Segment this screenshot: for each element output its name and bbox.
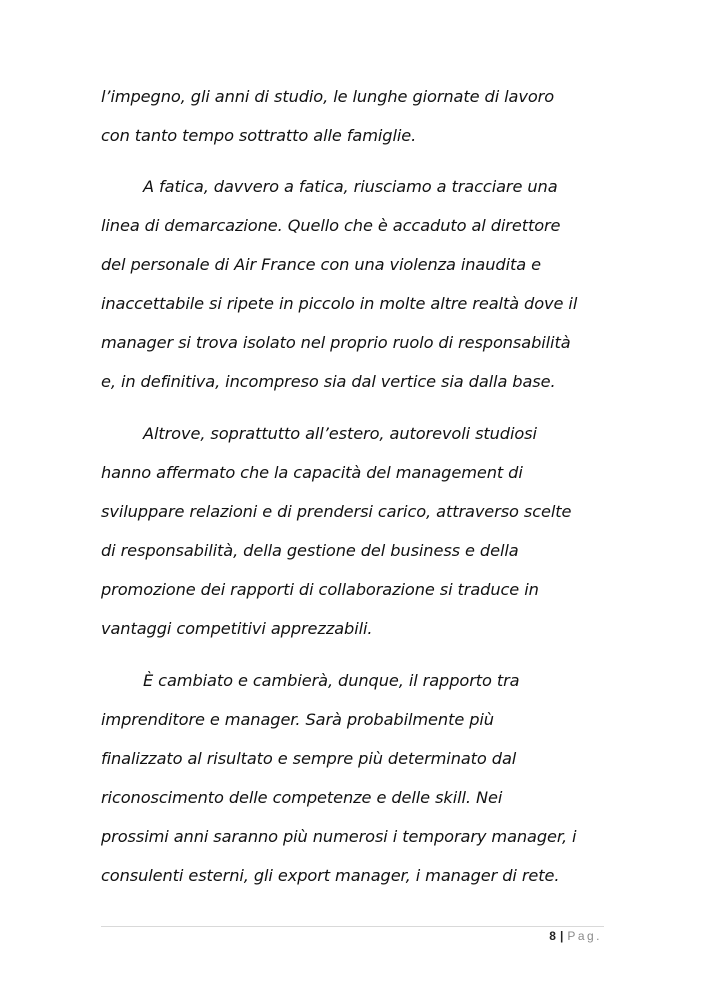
text-line: con tanto tempo sottratto alle famiglie. [101, 126, 417, 145]
text-line: di responsabilità, della gestione del business e della [101, 541, 519, 560]
paragraph-first-line: A fatica, davvero a fatica, riusciamo a tracciare una [143, 177, 558, 196]
text-line: inaccettabile si ripete in piccolo in molte altre realtà dove il [101, 294, 578, 313]
text-line: hanno affermato che la capacità del management di [101, 463, 523, 482]
text-line: linea di demarcazione. Quello che è accaduto al direttore [101, 216, 561, 235]
paragraph-first-line: È cambiato e cambierà, dunque, il rapporto tra [143, 671, 520, 690]
footer-separator: | [559, 929, 564, 943]
text-line: vantaggi competitivi apprezzabili. [101, 619, 373, 638]
text-line: riconoscimento delle competenze e delle skill. Nei [101, 788, 503, 807]
text-line: consulenti esterni, gli export manager, i manager di rete. [101, 866, 560, 885]
text-line: del personale di Air France con una violenza inaudita e [101, 255, 541, 274]
text-line: l’impegno, gli anni di studio, le lunghe giornate di lavoro [101, 87, 554, 106]
footer-divider [101, 926, 604, 927]
text-line: e, in definitiva, incompreso sia dal vertice sia dalla base. [101, 372, 556, 391]
text-line: sviluppare relazioni e di prendersi carico, attraverso scelte [101, 502, 572, 521]
paragraph-first-line: Altrove, soprattutto all’estero, autorevoli studiosi [143, 424, 537, 443]
text-line: finalizzato al risultato e sempre più determinato dal [101, 749, 517, 768]
page-number: 8 [549, 929, 556, 943]
text-line: prossimi anni saranno più numerosi i temporary manager, i [101, 827, 577, 846]
page-footer [549, 929, 602, 943]
text-line: promozione dei rapporti di collaborazione si traduce in [101, 580, 539, 599]
text-line: manager si trova isolato nel proprio ruolo di responsabilità [101, 333, 571, 352]
text-line: imprenditore e manager. Sarà probabilmente più [101, 710, 494, 729]
page-label: Pag. [567, 929, 602, 943]
